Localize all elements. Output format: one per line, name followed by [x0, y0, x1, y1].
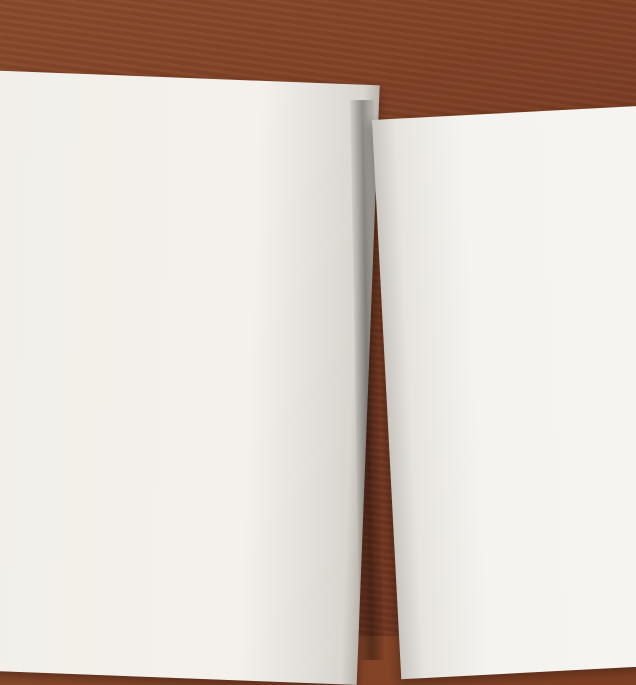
right-book-page [372, 104, 636, 679]
dialogue-block [425, 392, 636, 408]
score-range-heading [0, 135, 344, 148]
left-book-page [0, 70, 380, 685]
left-page-text [0, 131, 344, 148]
